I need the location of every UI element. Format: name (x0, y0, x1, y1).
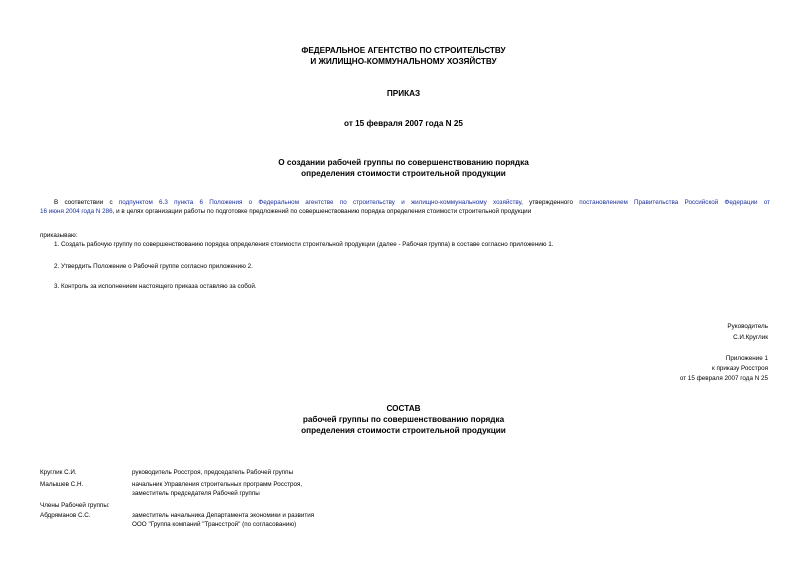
appendix-ref-line3: от 15 февраля 2007 года N 25 (679, 375, 768, 382)
preamble-paragraph (40, 198, 770, 216)
appendix-ref-line2: к приказу Росстроя (712, 365, 768, 372)
member-position-cont: ООО "Группа компаний "Трансстрой" (по согласованию) (132, 521, 297, 528)
member-name: Круглик С.И. (40, 469, 77, 476)
member-position-cont: заместитель председателя Рабочей группы (132, 490, 260, 497)
order-item-1: 1. Создать рабочую группу по совершенствованию порядка определения стоимости строительной продукции (далее - Рабочая группа) в составе согласно приложению 1. (54, 241, 554, 248)
agency-name-line2: И ЖИЛИЩНО-КОММУНАЛЬНОМУ ХОЗЯЙСТВУ (310, 57, 497, 66)
agency-name-line1: ФЕДЕРАЛЬНОЕ АГЕНТСТВО ПО СТРОИТЕЛЬСТВУ (301, 46, 506, 55)
document-subject-line1: О создании рабочей группы по совершенствованию порядка (278, 158, 529, 167)
composition-subtitle-line2: определения стоимости строительной продукции (301, 426, 506, 435)
order-item-3: 3. Контроль за исполнением настоящего приказа оставляю за собой. (54, 283, 257, 290)
government-resolution-link[interactable]: постановлением Правительства Российской Федерации от (579, 199, 771, 206)
document-date-number: от 15 февраля 2007 года N 25 (344, 119, 463, 128)
preamble-text-3: , и в целях организации работы по подготовке предложений по совершенствованию порядка определения стоимости строительной продукции (112, 208, 532, 215)
preamble-text-1: В соответствии с (54, 199, 119, 206)
composition-subtitle-line1: рабочей группы по совершенствованию порядка (302, 415, 505, 424)
member-name: Абдряманов С.С. (40, 512, 91, 519)
member-name: Малышев С.Н. (40, 481, 84, 488)
signatory-title: Руководитель (727, 323, 768, 330)
composition-title: СОСТАВ (386, 404, 421, 413)
member-position: руководитель Росстроя, председатель Рабочей группы (132, 469, 294, 476)
signatory-name: С.И.Круглик (733, 334, 768, 341)
regulation-link[interactable]: подпунктом 6.3 пункта 6 Положения о Федеральном агентстве по строительству и жилищно-коммунальному хозяйству (118, 199, 522, 206)
document-subject-line2: определения стоимости строительной продукции (301, 169, 506, 178)
government-resolution-link-date[interactable]: 16 июня 2004 года N 286 (40, 208, 113, 215)
preamble-text-2: , утвержденного (521, 199, 580, 206)
order-word: приказываю: (40, 232, 78, 239)
members-heading: Члены Рабочей группы: (40, 502, 110, 509)
document-type: ПРИКАЗ (386, 89, 421, 98)
member-position: заместитель начальника Департамента экономики и развития (132, 512, 315, 519)
appendix-ref-line1: Приложение 1 (725, 355, 768, 362)
order-item-2: 2. Утвердить Положение о Рабочей группе согласно приложению 2. (54, 263, 253, 270)
member-position: начальник Управления строительных программ Росстроя, (132, 481, 303, 488)
